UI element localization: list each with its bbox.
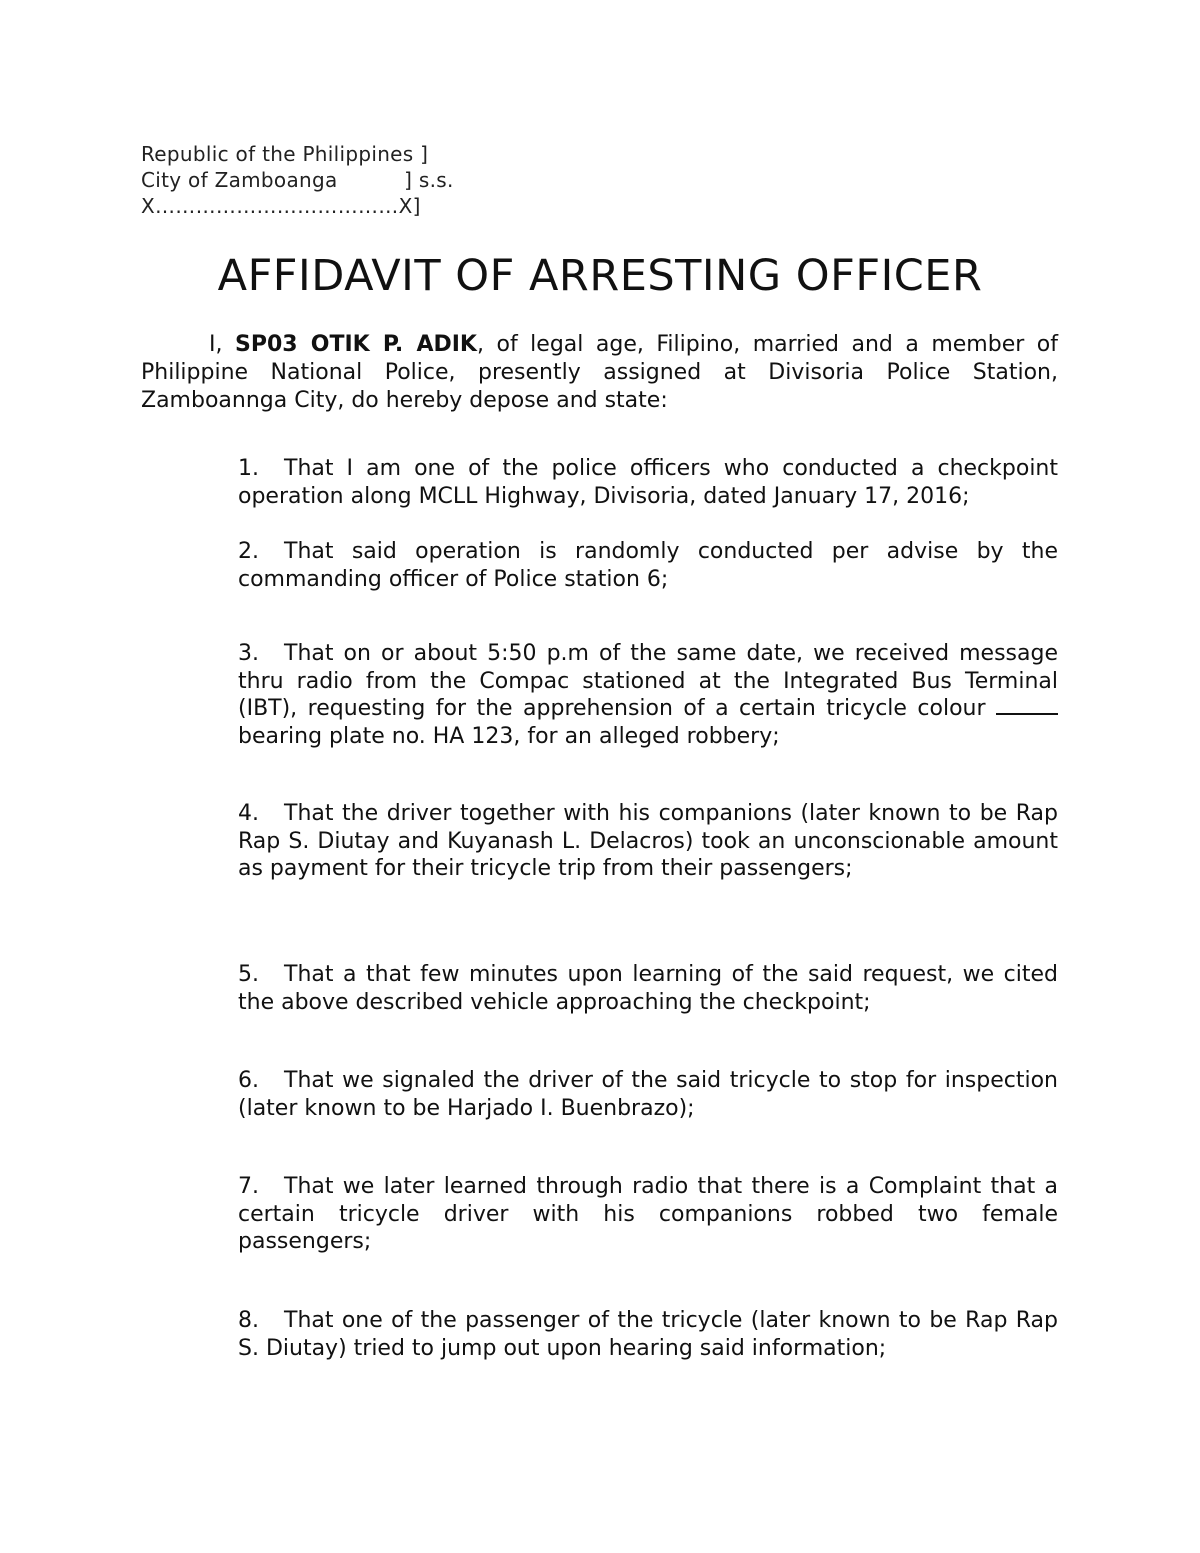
affiant-name: SP03 OTIK P. ADIK	[234, 332, 477, 357]
item-number: 8.	[238, 1308, 259, 1333]
item-number: 2.	[238, 539, 259, 564]
item-number: 1.	[238, 456, 259, 481]
item-text: That a that few minutes upon learning of the said request, we cited the above described vehicle approaching the checkpoint;	[238, 962, 1058, 1015]
statement-item-3	[238, 640, 1058, 750]
statement-item-2	[238, 538, 1058, 593]
statement-item-6	[238, 1067, 1058, 1122]
venue-separator: X………………………………X]	[141, 194, 421, 218]
item-text-before: That on or about 5:50 p.m of the same date, we received message thru radio from the Compac stationed at the Integrated Bus Terminal (IBT), requesting for the apprehension of a certain tricycle colour	[238, 641, 1058, 721]
statement-item-8	[238, 1307, 1058, 1362]
venue-country: Republic of the Philippines ]	[141, 142, 429, 166]
item-number: 7.	[238, 1174, 259, 1199]
item-number: 4.	[238, 801, 259, 826]
item-text: That the driver together with his companions (later known to be Rap Rap S. Diutay and Kuyanash L. Delacros) took an unconscionable amount as payment for their tricycle trip from their passengers;	[238, 801, 1058, 881]
intro-text: , of legal age, Filipino, married and a member of Philippine National Police, presently assigned at Divisoria Police Station, Zamboannga City, do hereby depose and state:	[141, 332, 1058, 413]
item-number: 6.	[238, 1068, 259, 1093]
venue-block	[141, 141, 454, 219]
item-text: That said operation is randomly conducted per advise by the commanding officer of Police station 6;	[238, 539, 1058, 592]
colour-blank-line	[996, 697, 1058, 715]
item-text: That we later learned through radio that there is a Complaint that a certain tricycle driver with his companions robbed two female passengers;	[238, 1174, 1058, 1254]
item-text: That one of the passenger of the tricycle (later known to be Rap Rap S. Diutay) tried to jump out upon hearing said information;	[238, 1308, 1058, 1361]
statement-item-4	[238, 800, 1058, 883]
intro-paragraph	[141, 331, 1058, 415]
item-text: That I am one of the police officers who conducted a checkpoint operation along MCLL Highway, Divisoria, dated January 17, 2016;	[238, 456, 1058, 509]
item-number: 3.	[238, 641, 259, 666]
item-number: 5.	[238, 962, 259, 987]
item-text: That we signaled the driver of the said tricycle to stop for inspection (later known to be Harjado I. Buenbrazo);	[238, 1068, 1058, 1121]
statement-item-1	[238, 455, 1058, 510]
statement-item-7	[238, 1173, 1058, 1256]
intro-prefix: I,	[209, 332, 235, 357]
venue-city: City of Zamboanga ] s.s.	[141, 168, 454, 192]
item-text-after: bearing plate no. HA 123, for an alleged robbery;	[238, 723, 780, 749]
statement-item-5	[238, 961, 1058, 1016]
document-title: AFFIDAVIT OF ARRESTING OFFICER	[217, 251, 983, 301]
